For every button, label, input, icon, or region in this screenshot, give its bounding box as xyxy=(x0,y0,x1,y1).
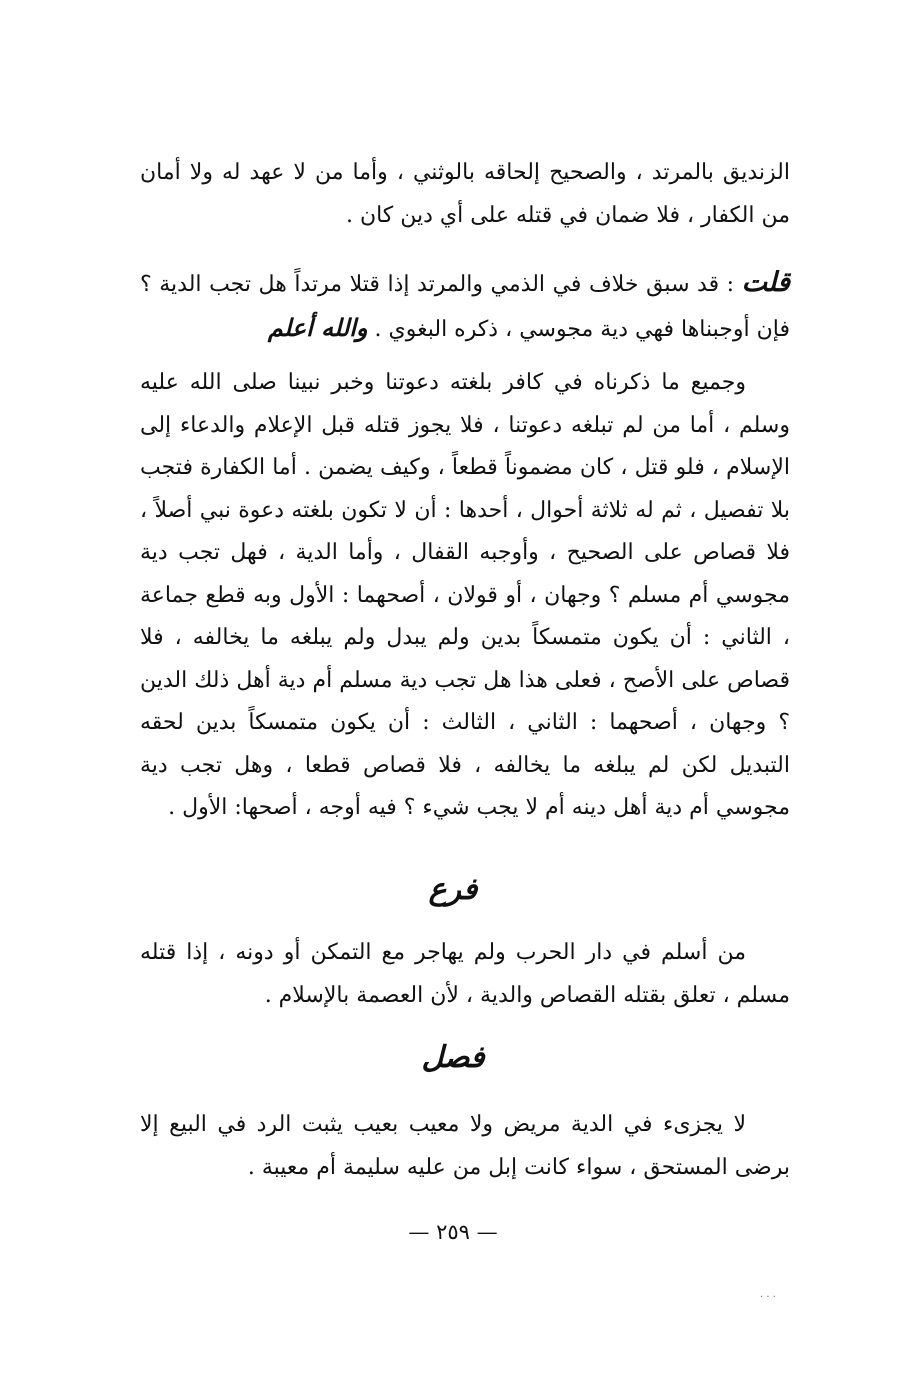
far-paragraph xyxy=(140,932,790,1017)
top-paragraph-text: الزنديق بالمرتد ، والصحيح إلحاقه بالوثني ، وأما من لا عهد له ولا أمان من الكفار ، فلا ضمان في قتله على أي دين كان . xyxy=(140,160,790,228)
qulta-paragraph-text: : قد سبق خلاف في الذمي والمرتد إذا قتلا مرتداً هل تجب الدية ؟ فإن أوجبناها فهي دية مجوسي ، ذكره البغوي . xyxy=(140,272,790,342)
wallahu-alam-closing: والله أعلم xyxy=(267,312,368,342)
far-paragraph-text: من أسلم في دار الحرب ولم يهاجر مع التمكن أو دونه ، إذا قتله مسلم ، تعلق بقتله القصاص والدية ، لأن العصمة بالإسلام . xyxy=(140,940,790,1008)
qulta-paragraph xyxy=(140,262,790,351)
qulta-label: قلت xyxy=(741,267,790,298)
top-paragraph xyxy=(140,152,790,237)
scan-speck-marks: · · · xyxy=(760,1292,776,1303)
fasl-paragraph-text: لا يجزىء في الدية مريض ولا معيب بعيب يثبت الرد في البيع إلا برضى المستحق ، سواء كانت إبل من عليه سليمة أم معيبة . xyxy=(140,1112,790,1180)
fasl-heading: فصل xyxy=(421,1040,485,1075)
main-paragraph xyxy=(140,362,790,830)
page-number: — ٢٥٩ — xyxy=(408,1220,498,1244)
fasl-paragraph xyxy=(140,1104,790,1189)
qulta-paragraph-line xyxy=(140,262,790,351)
far-heading: فرع xyxy=(428,872,478,907)
main-paragraph-text: وجميع ما ذكرناه في كافر بلغته دعوتنا وخبر نبينا صلى الله عليه وسلم ، أما من لم تبلغه دعوتنا ، فلا يجوز قتله قبل الإعلام والدعاء إلى الإسلام ، فلو قتل ، كان مضموناً قطعاً ، وكيف يضمن . أما الكفارة فتجب بلا تفصيل ، ثم له ثلاثة أحوال ، أحدها : أن لا تكون بلغته دعوة نبي أصلاً ، فلا قصاص على الصحيح ، وأوجبه القفال ، وأما الدية ، فهل تجب دية مجوسي أم مسلم ؟ وجهان ، أو قولان ، أصحهما : الأول وبه قطع جماعة ، الثاني : أن يكون متمسكاً بدين ولم يبدل ولم يبلغه ما يخالفه ، فلا قصاص على الأصح ، فعلى هذا هل تجب دية مسلم أم دية أهل ذلك الدين ؟ وجهان ، أصحهما : الثاني ، الثالث : أن يكون متمسكاً بدين لحقه التبديل لكن لم يبلغه ما يخالفه ، فلا قصاص قطعا ، وهل تجب دية مجوسي أم دية أهل دينه أم لا يجب شيء ؟ فيه أوجه ، أصحها: الأول . xyxy=(140,370,790,820)
